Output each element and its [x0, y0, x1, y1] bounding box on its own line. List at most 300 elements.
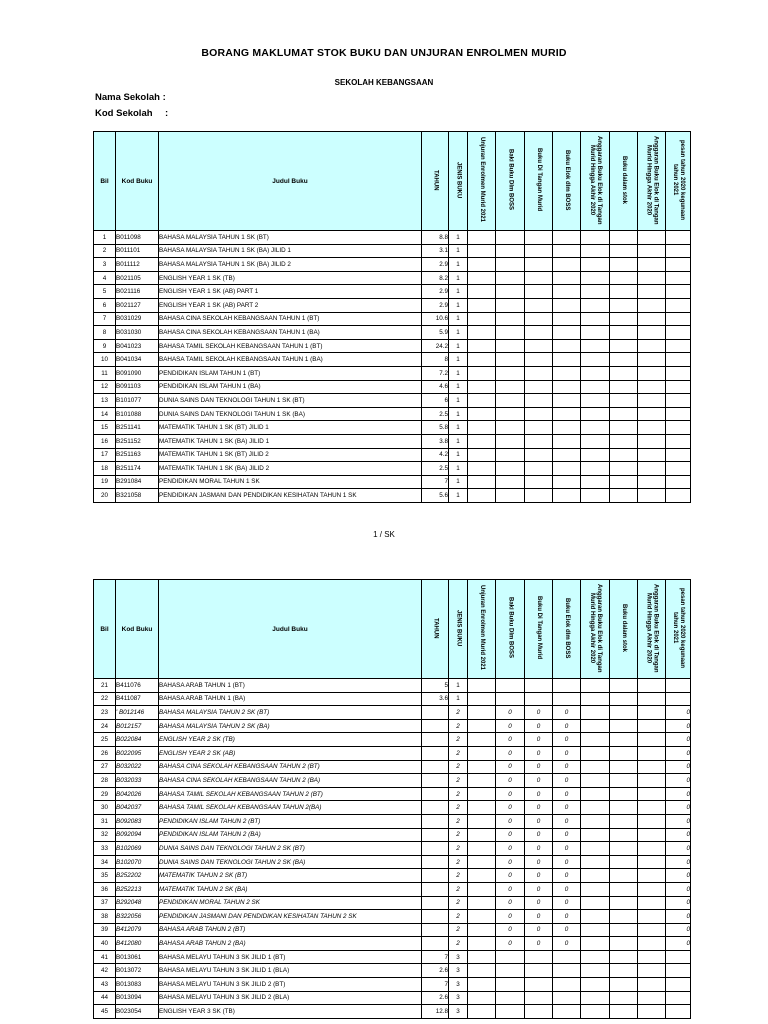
entry-cell[interactable] [666, 312, 691, 326]
entry-cell[interactable] [553, 462, 581, 476]
entry-cell[interactable] [468, 448, 496, 462]
entry-cell[interactable] [581, 828, 610, 842]
entry-cell[interactable] [581, 285, 610, 299]
zero-value-cell[interactable]: 0 [496, 774, 525, 788]
entry-cell[interactable] [610, 896, 638, 910]
entry-cell[interactable] [525, 244, 553, 258]
entry-cell[interactable] [610, 271, 638, 285]
entry-cell[interactable] [610, 937, 638, 951]
zero-value-cell[interactable]: 0 [496, 733, 525, 747]
zero-value-cell[interactable]: 0 [525, 896, 553, 910]
entry-cell[interactable] [468, 774, 496, 788]
entry-cell[interactable] [496, 434, 525, 448]
entry-cell[interactable] [553, 448, 581, 462]
entry-cell[interactable] [581, 991, 610, 1005]
entry-cell[interactable] [496, 407, 525, 421]
zero-value-cell[interactable]: 0 [525, 814, 553, 828]
entry-cell[interactable] [553, 1005, 581, 1019]
entry-cell[interactable] [468, 692, 496, 706]
entry-cell[interactable] [666, 991, 691, 1005]
entry-cell[interactable] [581, 923, 610, 937]
entry-cell[interactable] [610, 353, 638, 367]
entry-cell[interactable] [581, 394, 610, 408]
entry-cell[interactable] [496, 380, 525, 394]
zero-value-cell[interactable]: 0 [525, 760, 553, 774]
entry-cell[interactable] [496, 298, 525, 312]
entry-cell[interactable] [553, 271, 581, 285]
zero-value-cell[interactable]: 0 [666, 746, 691, 760]
zero-value-cell[interactable]: 0 [525, 923, 553, 937]
entry-cell[interactable] [525, 353, 553, 367]
entry-cell[interactable] [581, 462, 610, 476]
entry-cell[interactable] [610, 298, 638, 312]
zero-value-cell[interactable]: 0 [666, 937, 691, 951]
entry-cell[interactable] [581, 896, 610, 910]
entry-cell[interactable] [468, 353, 496, 367]
entry-cell[interactable] [638, 760, 666, 774]
zero-value-cell[interactable]: 0 [666, 910, 691, 924]
entry-cell[interactable] [638, 339, 666, 353]
entry-cell[interactable] [468, 421, 496, 435]
entry-cell[interactable] [468, 312, 496, 326]
entry-cell[interactable] [610, 434, 638, 448]
entry-cell[interactable] [638, 774, 666, 788]
zero-value-cell[interactable]: 0 [666, 842, 691, 856]
entry-cell[interactable] [610, 244, 638, 258]
entry-cell[interactable] [581, 814, 610, 828]
entry-cell[interactable] [581, 448, 610, 462]
entry-cell[interactable] [581, 366, 610, 380]
entry-cell[interactable] [610, 978, 638, 992]
entry-cell[interactable] [666, 1005, 691, 1019]
entry-cell[interactable] [496, 950, 525, 964]
zero-value-cell[interactable]: 0 [525, 746, 553, 760]
entry-cell[interactable] [581, 421, 610, 435]
zero-value-cell[interactable]: 0 [553, 896, 581, 910]
zero-value-cell[interactable]: 0 [666, 733, 691, 747]
zero-value-cell[interactable]: 0 [525, 787, 553, 801]
zero-value-cell[interactable]: 0 [496, 706, 525, 720]
entry-cell[interactable] [496, 258, 525, 272]
entry-cell[interactable] [553, 991, 581, 1005]
zero-value-cell[interactable]: 0 [553, 842, 581, 856]
entry-cell[interactable] [666, 950, 691, 964]
entry-cell[interactable] [525, 950, 553, 964]
entry-cell[interactable] [525, 421, 553, 435]
entry-cell[interactable] [496, 692, 525, 706]
entry-cell[interactable] [610, 462, 638, 476]
entry-cell[interactable] [666, 964, 691, 978]
entry-cell[interactable] [581, 964, 610, 978]
entry-cell[interactable] [581, 746, 610, 760]
entry-cell[interactable] [666, 978, 691, 992]
entry-cell[interactable] [468, 842, 496, 856]
entry-cell[interactable] [553, 312, 581, 326]
entry-cell[interactable] [666, 271, 691, 285]
entry-cell[interactable] [638, 706, 666, 720]
entry-cell[interactable] [581, 855, 610, 869]
entry-cell[interactable] [638, 244, 666, 258]
zero-value-cell[interactable]: 0 [553, 787, 581, 801]
entry-cell[interactable] [553, 353, 581, 367]
zero-value-cell[interactable]: 0 [525, 855, 553, 869]
entry-cell[interactable] [496, 231, 525, 245]
entry-cell[interactable] [525, 271, 553, 285]
entry-cell[interactable] [496, 394, 525, 408]
entry-cell[interactable] [666, 421, 691, 435]
entry-cell[interactable] [638, 462, 666, 476]
entry-cell[interactable] [468, 366, 496, 380]
zero-value-cell[interactable]: 0 [553, 719, 581, 733]
entry-cell[interactable] [610, 910, 638, 924]
entry-cell[interactable] [525, 285, 553, 299]
entry-cell[interactable] [468, 760, 496, 774]
entry-cell[interactable] [610, 285, 638, 299]
entry-cell[interactable] [581, 679, 610, 693]
entry-cell[interactable] [496, 679, 525, 693]
zero-value-cell[interactable]: 0 [496, 896, 525, 910]
entry-cell[interactable] [638, 814, 666, 828]
entry-cell[interactable] [581, 910, 610, 924]
entry-cell[interactable] [553, 978, 581, 992]
entry-cell[interactable] [553, 258, 581, 272]
entry-cell[interactable] [610, 692, 638, 706]
zero-value-cell[interactable]: 0 [525, 937, 553, 951]
entry-cell[interactable] [610, 869, 638, 883]
zero-value-cell[interactable]: 0 [553, 882, 581, 896]
zero-value-cell[interactable]: 0 [496, 787, 525, 801]
entry-cell[interactable] [638, 828, 666, 842]
entry-cell[interactable] [638, 258, 666, 272]
entry-cell[interactable] [553, 434, 581, 448]
zero-value-cell[interactable]: 0 [496, 814, 525, 828]
entry-cell[interactable] [638, 978, 666, 992]
entry-cell[interactable] [610, 787, 638, 801]
zero-value-cell[interactable]: 0 [553, 760, 581, 774]
entry-cell[interactable] [468, 719, 496, 733]
entry-cell[interactable] [496, 312, 525, 326]
entry-cell[interactable] [525, 407, 553, 421]
entry-cell[interactable] [610, 855, 638, 869]
entry-cell[interactable] [610, 774, 638, 788]
entry-cell[interactable] [581, 869, 610, 883]
entry-cell[interactable] [468, 462, 496, 476]
entry-cell[interactable] [553, 285, 581, 299]
entry-cell[interactable] [610, 679, 638, 693]
entry-cell[interactable] [610, 475, 638, 489]
entry-cell[interactable] [638, 733, 666, 747]
zero-value-cell[interactable]: 0 [553, 910, 581, 924]
zero-value-cell[interactable]: 0 [666, 787, 691, 801]
entry-cell[interactable] [525, 448, 553, 462]
entry-cell[interactable] [610, 231, 638, 245]
entry-cell[interactable] [468, 733, 496, 747]
entry-cell[interactable] [525, 394, 553, 408]
zero-value-cell[interactable]: 0 [553, 869, 581, 883]
entry-cell[interactable] [553, 407, 581, 421]
entry-cell[interactable] [610, 1005, 638, 1019]
entry-cell[interactable] [638, 719, 666, 733]
entry-cell[interactable] [581, 271, 610, 285]
entry-cell[interactable] [666, 462, 691, 476]
entry-cell[interactable] [666, 448, 691, 462]
entry-cell[interactable] [468, 679, 496, 693]
entry-cell[interactable] [525, 489, 553, 503]
entry-cell[interactable] [468, 787, 496, 801]
entry-cell[interactable] [496, 462, 525, 476]
zero-value-cell[interactable]: 0 [496, 801, 525, 815]
entry-cell[interactable] [581, 937, 610, 951]
entry-cell[interactable] [610, 733, 638, 747]
entry-cell[interactable] [638, 787, 666, 801]
entry-cell[interactable] [525, 339, 553, 353]
entry-cell[interactable] [581, 787, 610, 801]
entry-cell[interactable] [496, 1005, 525, 1019]
entry-cell[interactable] [638, 801, 666, 815]
entry-cell[interactable] [666, 285, 691, 299]
entry-cell[interactable] [638, 434, 666, 448]
zero-value-cell[interactable]: 0 [496, 842, 525, 856]
entry-cell[interactable] [496, 244, 525, 258]
entry-cell[interactable] [496, 421, 525, 435]
entry-cell[interactable] [638, 746, 666, 760]
entry-cell[interactable] [553, 380, 581, 394]
entry-cell[interactable] [581, 231, 610, 245]
entry-cell[interactable] [468, 828, 496, 842]
entry-cell[interactable] [610, 489, 638, 503]
entry-cell[interactable] [610, 421, 638, 435]
entry-cell[interactable] [468, 923, 496, 937]
entry-cell[interactable] [468, 231, 496, 245]
entry-cell[interactable] [610, 380, 638, 394]
entry-cell[interactable] [666, 339, 691, 353]
entry-cell[interactable] [581, 298, 610, 312]
entry-cell[interactable] [610, 719, 638, 733]
entry-cell[interactable] [525, 679, 553, 693]
entry-cell[interactable] [553, 489, 581, 503]
entry-cell[interactable] [468, 937, 496, 951]
entry-cell[interactable] [581, 774, 610, 788]
entry-cell[interactable] [666, 258, 691, 272]
entry-cell[interactable] [468, 801, 496, 815]
entry-cell[interactable] [525, 231, 553, 245]
entry-cell[interactable] [468, 475, 496, 489]
entry-cell[interactable] [610, 991, 638, 1005]
entry-cell[interactable] [610, 312, 638, 326]
entry-cell[interactable] [581, 1005, 610, 1019]
entry-cell[interactable] [638, 298, 666, 312]
entry-cell[interactable] [468, 869, 496, 883]
zero-value-cell[interactable]: 0 [553, 733, 581, 747]
entry-cell[interactable] [525, 434, 553, 448]
entry-cell[interactable] [666, 394, 691, 408]
entry-cell[interactable] [638, 326, 666, 340]
zero-value-cell[interactable]: 0 [666, 814, 691, 828]
entry-cell[interactable] [581, 434, 610, 448]
entry-cell[interactable] [468, 258, 496, 272]
zero-value-cell[interactable]: 0 [666, 896, 691, 910]
entry-cell[interactable] [638, 475, 666, 489]
entry-cell[interactable] [553, 244, 581, 258]
zero-value-cell[interactable]: 0 [496, 760, 525, 774]
entry-cell[interactable] [666, 366, 691, 380]
entry-cell[interactable] [638, 950, 666, 964]
entry-cell[interactable] [468, 950, 496, 964]
entry-cell[interactable] [610, 882, 638, 896]
entry-cell[interactable] [525, 462, 553, 476]
zero-value-cell[interactable]: 0 [525, 828, 553, 842]
entry-cell[interactable] [553, 950, 581, 964]
entry-cell[interactable] [610, 448, 638, 462]
entry-cell[interactable] [468, 244, 496, 258]
entry-cell[interactable] [468, 1005, 496, 1019]
zero-value-cell[interactable]: 0 [666, 774, 691, 788]
entry-cell[interactable] [468, 746, 496, 760]
entry-cell[interactable] [638, 869, 666, 883]
entry-cell[interactable] [610, 394, 638, 408]
entry-cell[interactable] [666, 475, 691, 489]
entry-cell[interactable] [610, 828, 638, 842]
entry-cell[interactable] [553, 231, 581, 245]
entry-cell[interactable] [638, 353, 666, 367]
entry-cell[interactable] [638, 380, 666, 394]
entry-cell[interactable] [666, 231, 691, 245]
entry-cell[interactable] [525, 298, 553, 312]
entry-cell[interactable] [610, 964, 638, 978]
entry-cell[interactable] [638, 285, 666, 299]
entry-cell[interactable] [581, 719, 610, 733]
entry-cell[interactable] [610, 258, 638, 272]
zero-value-cell[interactable]: 0 [525, 801, 553, 815]
entry-cell[interactable] [496, 271, 525, 285]
entry-cell[interactable] [610, 814, 638, 828]
entry-cell[interactable] [581, 950, 610, 964]
entry-cell[interactable] [468, 271, 496, 285]
entry-cell[interactable] [468, 855, 496, 869]
entry-cell[interactable] [581, 258, 610, 272]
entry-cell[interactable] [638, 489, 666, 503]
zero-value-cell[interactable]: 0 [525, 869, 553, 883]
entry-cell[interactable] [553, 394, 581, 408]
zero-value-cell[interactable]: 0 [666, 882, 691, 896]
entry-cell[interactable] [666, 679, 691, 693]
zero-value-cell[interactable]: 0 [666, 828, 691, 842]
entry-cell[interactable] [553, 964, 581, 978]
entry-cell[interactable] [496, 448, 525, 462]
entry-cell[interactable] [581, 475, 610, 489]
entry-cell[interactable] [638, 448, 666, 462]
zero-value-cell[interactable]: 0 [553, 774, 581, 788]
entry-cell[interactable] [468, 991, 496, 1005]
entry-cell[interactable] [610, 760, 638, 774]
zero-value-cell[interactable]: 0 [496, 910, 525, 924]
entry-cell[interactable] [581, 339, 610, 353]
entry-cell[interactable] [525, 366, 553, 380]
entry-cell[interactable] [525, 978, 553, 992]
entry-cell[interactable] [666, 244, 691, 258]
entry-cell[interactable] [638, 312, 666, 326]
zero-value-cell[interactable]: 0 [666, 706, 691, 720]
zero-value-cell[interactable]: 0 [525, 733, 553, 747]
entry-cell[interactable] [553, 298, 581, 312]
entry-cell[interactable] [638, 855, 666, 869]
entry-cell[interactable] [666, 326, 691, 340]
entry-cell[interactable] [610, 366, 638, 380]
entry-cell[interactable] [496, 285, 525, 299]
entry-cell[interactable] [610, 746, 638, 760]
entry-cell[interactable] [496, 489, 525, 503]
entry-cell[interactable] [581, 692, 610, 706]
zero-value-cell[interactable]: 0 [496, 828, 525, 842]
entry-cell[interactable] [581, 407, 610, 421]
entry-cell[interactable] [468, 814, 496, 828]
entry-cell[interactable] [638, 231, 666, 245]
zero-value-cell[interactable]: 0 [666, 760, 691, 774]
entry-cell[interactable] [468, 394, 496, 408]
zero-value-cell[interactable]: 0 [553, 937, 581, 951]
zero-value-cell[interactable]: 0 [666, 923, 691, 937]
entry-cell[interactable] [468, 285, 496, 299]
zero-value-cell[interactable]: 0 [553, 923, 581, 937]
entry-cell[interactable] [553, 326, 581, 340]
entry-cell[interactable] [666, 407, 691, 421]
zero-value-cell[interactable]: 0 [496, 869, 525, 883]
entry-cell[interactable] [610, 801, 638, 815]
zero-value-cell[interactable]: 0 [553, 706, 581, 720]
zero-value-cell[interactable]: 0 [525, 719, 553, 733]
entry-cell[interactable] [496, 339, 525, 353]
entry-cell[interactable] [581, 706, 610, 720]
entry-cell[interactable] [638, 407, 666, 421]
entry-cell[interactable] [496, 964, 525, 978]
zero-value-cell[interactable]: 0 [496, 937, 525, 951]
entry-cell[interactable] [525, 1005, 553, 1019]
entry-cell[interactable] [610, 339, 638, 353]
zero-value-cell[interactable]: 0 [525, 882, 553, 896]
entry-cell[interactable] [638, 421, 666, 435]
entry-cell[interactable] [553, 679, 581, 693]
entry-cell[interactable] [638, 842, 666, 856]
zero-value-cell[interactable]: 0 [666, 869, 691, 883]
entry-cell[interactable] [610, 842, 638, 856]
zero-value-cell[interactable]: 0 [496, 882, 525, 896]
zero-value-cell[interactable]: 0 [553, 801, 581, 815]
entry-cell[interactable] [638, 937, 666, 951]
entry-cell[interactable] [638, 1005, 666, 1019]
entry-cell[interactable] [525, 326, 553, 340]
entry-cell[interactable] [666, 353, 691, 367]
entry-cell[interactable] [468, 882, 496, 896]
entry-cell[interactable] [496, 475, 525, 489]
entry-cell[interactable] [468, 339, 496, 353]
entry-cell[interactable] [666, 434, 691, 448]
entry-cell[interactable] [638, 923, 666, 937]
entry-cell[interactable] [638, 964, 666, 978]
entry-cell[interactable] [581, 842, 610, 856]
entry-cell[interactable] [581, 801, 610, 815]
zero-value-cell[interactable]: 0 [496, 923, 525, 937]
entry-cell[interactable] [468, 326, 496, 340]
zero-value-cell[interactable]: 0 [496, 719, 525, 733]
zero-value-cell[interactable]: 0 [553, 746, 581, 760]
zero-value-cell[interactable]: 0 [525, 774, 553, 788]
entry-cell[interactable] [581, 380, 610, 394]
entry-cell[interactable] [638, 991, 666, 1005]
entry-cell[interactable] [468, 896, 496, 910]
entry-cell[interactable] [638, 882, 666, 896]
entry-cell[interactable] [496, 326, 525, 340]
entry-cell[interactable] [525, 380, 553, 394]
